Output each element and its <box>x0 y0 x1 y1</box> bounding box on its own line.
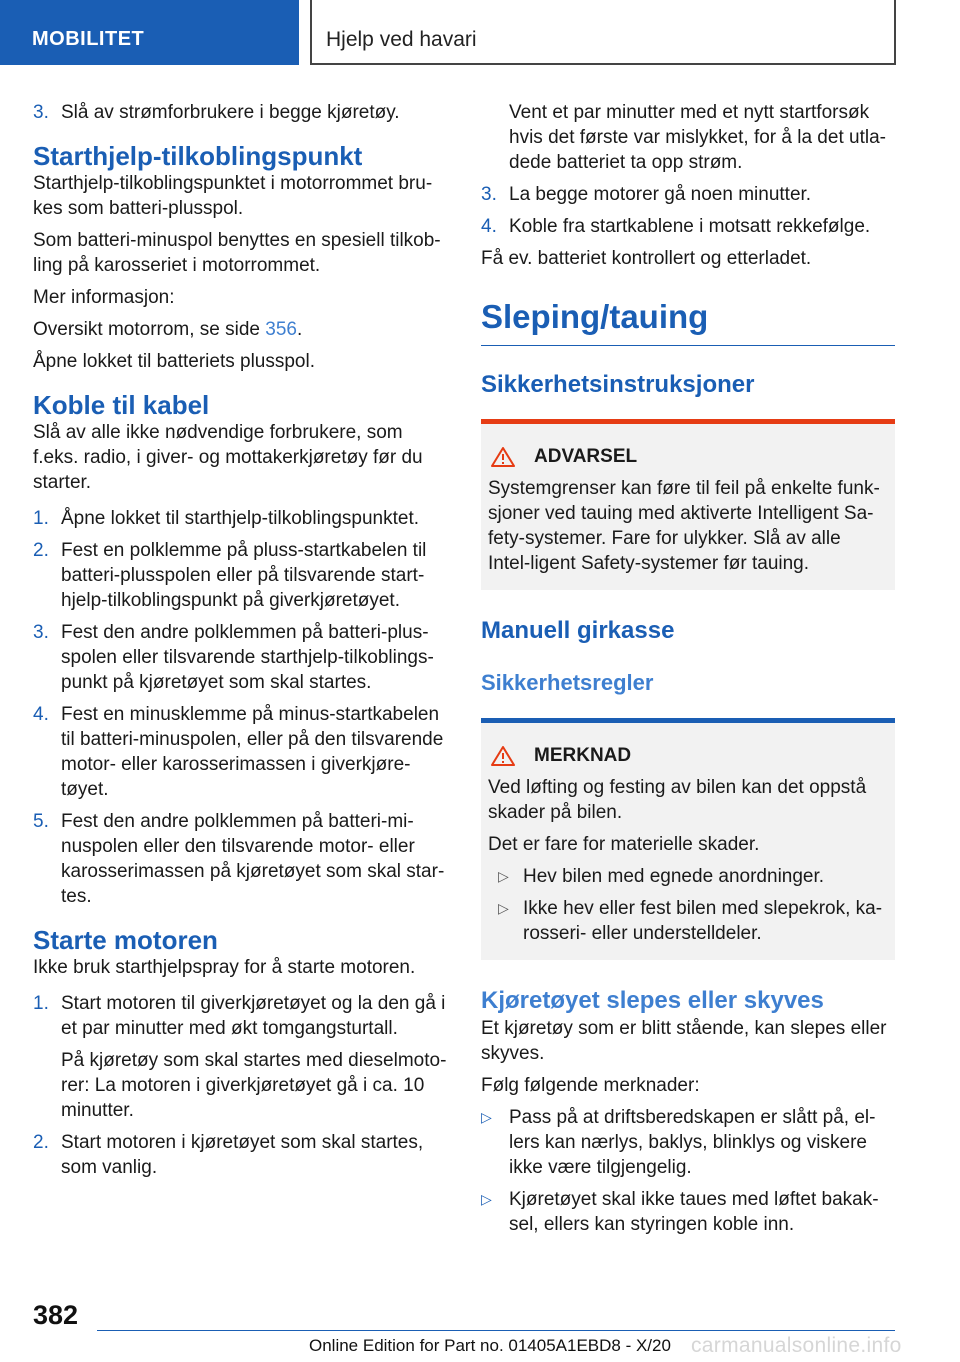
heading-koble: Koble til kabel <box>33 390 210 420</box>
note-bullet <box>488 864 888 889</box>
right-steps <box>481 182 895 239</box>
paragraph: Få ev. batteriet kontrollert og etterladet. <box>481 248 812 269</box>
list-number: 1. <box>33 993 49 1014</box>
note-title: MERKNAD <box>534 745 632 766</box>
heading-sleping: Sleping/tauing <box>481 297 895 346</box>
list-item <box>33 702 449 802</box>
list-text: Start motoren til giverkjøretøyet og la den gå i et par minutter med økt tomgangsturtall. <box>61 993 446 1039</box>
paragraph: Åpne lokket til batteriets plusspol. <box>33 351 315 372</box>
list-number: 4. <box>481 216 497 237</box>
list-number: 5. <box>33 811 49 832</box>
reference-text: Oversikt motorrom, se side <box>33 319 266 340</box>
list-item <box>33 1130 449 1180</box>
list-item <box>33 620 449 695</box>
triangle-bullet-icon: ▷ <box>498 900 509 916</box>
list-number: 3. <box>33 102 49 123</box>
section-tab <box>0 0 299 65</box>
warning-triangle-icon <box>490 745 516 767</box>
heading-starte: Starte motoren <box>33 925 218 955</box>
list-text: Slå av strømforbrukere i begge kjøretøy. <box>61 102 400 123</box>
list-item <box>33 506 449 531</box>
list-number: 4. <box>33 704 49 725</box>
paragraph: Et kjøretøy som er blitt stående, kan slepes eller skyves. <box>481 1018 887 1064</box>
heading-manuell: Manuell girkasse <box>481 617 675 644</box>
list-text: Start motoren i kjøretøyet som skal startes, som vanlig. <box>61 1132 424 1178</box>
list-number: 3. <box>481 184 497 205</box>
left-column <box>33 100 449 1187</box>
starte-steps <box>33 991 449 1180</box>
warning-title: ADVARSEL <box>534 446 638 467</box>
bullet-text: Ikke hev eller fest bilen med slepekrok, ka-rosseri- eller understelldeler. <box>523 898 883 944</box>
list-bullet <box>481 1187 895 1237</box>
list-text: Koble fra startkablene i motsatt rekkefølge. <box>509 216 871 237</box>
list-text: Fest den andre polklemmen på batteri-mi-nuspolen eller den tilsvarende motor- eller karosserimassen på kjøretøyet som skal star-tes. <box>61 811 445 907</box>
list-text: Fest en minusklemme på minus-startkabelen til batteri-minuspolen, eller på den tilsvarende motor- eller karosserimassen i giverkjøre-tøyet. <box>61 704 444 800</box>
paragraph: Mer informasjon: <box>33 287 175 308</box>
page-link[interactable]: 356 <box>265 319 297 340</box>
warning-title-row <box>488 444 888 469</box>
paragraph: Slå av alle ikke nødvendige forbrukere, som f.eks. radio, i giver- og mottakerkjøretøy før du starter. <box>33 422 423 493</box>
list-text: La begge motorer gå noen minutter. <box>509 184 812 205</box>
warning-text: Systemgrenser kan føre til feil på enkelte funk-sjoner ved tauing med aktiverte Intelligent Sa-fety-systemer. Fare for ulykker. Slå av alle Intel-ligent Safety-systemer før tauing. <box>488 478 880 574</box>
list-item <box>33 991 449 1123</box>
list-item <box>33 100 449 125</box>
list-subtext: På kjøretøy som skal startes med dieselmoto-rer: La motoren i giverkjøretøyet gå i ca. 10 minutter. <box>61 1050 447 1121</box>
list-number: 2. <box>33 1132 49 1153</box>
list-item <box>481 182 895 207</box>
note-title-row <box>488 743 888 768</box>
list-text: Fest en polklemme på pluss-startkabelen til batteri-plusspolen eller på tilsvarende start-hjelp-tilkoblingspunkt på giverkjøretøyet. <box>61 540 427 611</box>
list-number: 2. <box>33 540 49 561</box>
watermark: carmanualsonline.info <box>691 1334 902 1357</box>
bullet-text: Hev bilen med egnede anordninger. <box>523 866 825 887</box>
list-number: 1. <box>33 508 49 529</box>
paragraph-reference <box>33 317 449 342</box>
bullet-text: Pass på at driftsberedskapen er slått på, el-lers kan nærlys, baklys, blinklys og viskere ikke være tilgjengelig. <box>509 1107 876 1178</box>
section-title: MOBILITET <box>32 28 145 50</box>
koble-steps <box>33 506 449 909</box>
step-continuation: Vent et par minutter med et nytt startforsøk hvis det første var mislykket, for å la det utla-dede batteriet ta opp strøm. <box>509 102 886 173</box>
note-box <box>481 718 895 960</box>
punctuation: . <box>296 319 303 340</box>
bullet-text: Kjøretøyet skal ikke taues med løftet bakak-sel, ellers kan styringen koble inn. <box>509 1189 879 1235</box>
heading-starthjelp: Starthjelp-tilkoblingspunkt <box>33 141 363 171</box>
footer-divider <box>97 1330 895 1331</box>
paragraph: Følg følgende merknader: <box>481 1075 700 1096</box>
list-bullet <box>481 1105 895 1180</box>
heading-sikkerhet: Sikkerhetsinstruksjoner <box>481 371 755 398</box>
warning-triangle-icon <box>490 446 516 468</box>
note-text: Det er fare for materielle skader. <box>488 834 760 855</box>
chapter-title: Hjelp ved havari <box>326 28 477 51</box>
footer-edition: Online Edition for Part no. 01405A1EBD8 - X/20 <box>309 1336 671 1355</box>
note-bullet <box>488 896 888 946</box>
heading-regler: Sikkerhetsregler <box>481 670 654 695</box>
list-text: Åpne lokket til starthjelp-tilkoblingspunktet. <box>61 508 420 529</box>
triangle-bullet-icon: ▷ <box>481 1109 492 1125</box>
right-column <box>481 100 895 1244</box>
list-number: 3. <box>33 622 49 643</box>
paragraph: Ikke bruk starthjelpspray for å starte motoren. <box>33 957 416 978</box>
paragraph: Starthjelp-tilkoblingspunktet i motorrommet bru-kes som batteri-plusspol. <box>33 173 433 219</box>
paragraph: Som batteri-minuspol benyttes en spesiell tilkob-ling på karosseriet i motorrommet. <box>33 230 441 276</box>
triangle-bullet-icon: ▷ <box>498 868 509 884</box>
triangle-bullet-icon: ▷ <box>481 1191 492 1207</box>
chapter-header <box>310 0 896 65</box>
list-item <box>33 809 449 909</box>
list-item <box>481 214 895 239</box>
warning-box <box>481 419 895 590</box>
heading-kjoretoy: Kjøretøyet slepes eller skyves <box>481 987 824 1014</box>
list-item <box>33 538 449 613</box>
list-text: Fest den andre polklemmen på batteri-plus-spolen eller tilsvarende starthjelp-tilkoblings-punkt på kjøretøyet som skal startes. <box>61 622 434 693</box>
note-text: Ved løfting og festing av bilen kan det oppstå skader på bilen. <box>488 777 867 823</box>
page-number: 382 <box>33 1300 79 1330</box>
